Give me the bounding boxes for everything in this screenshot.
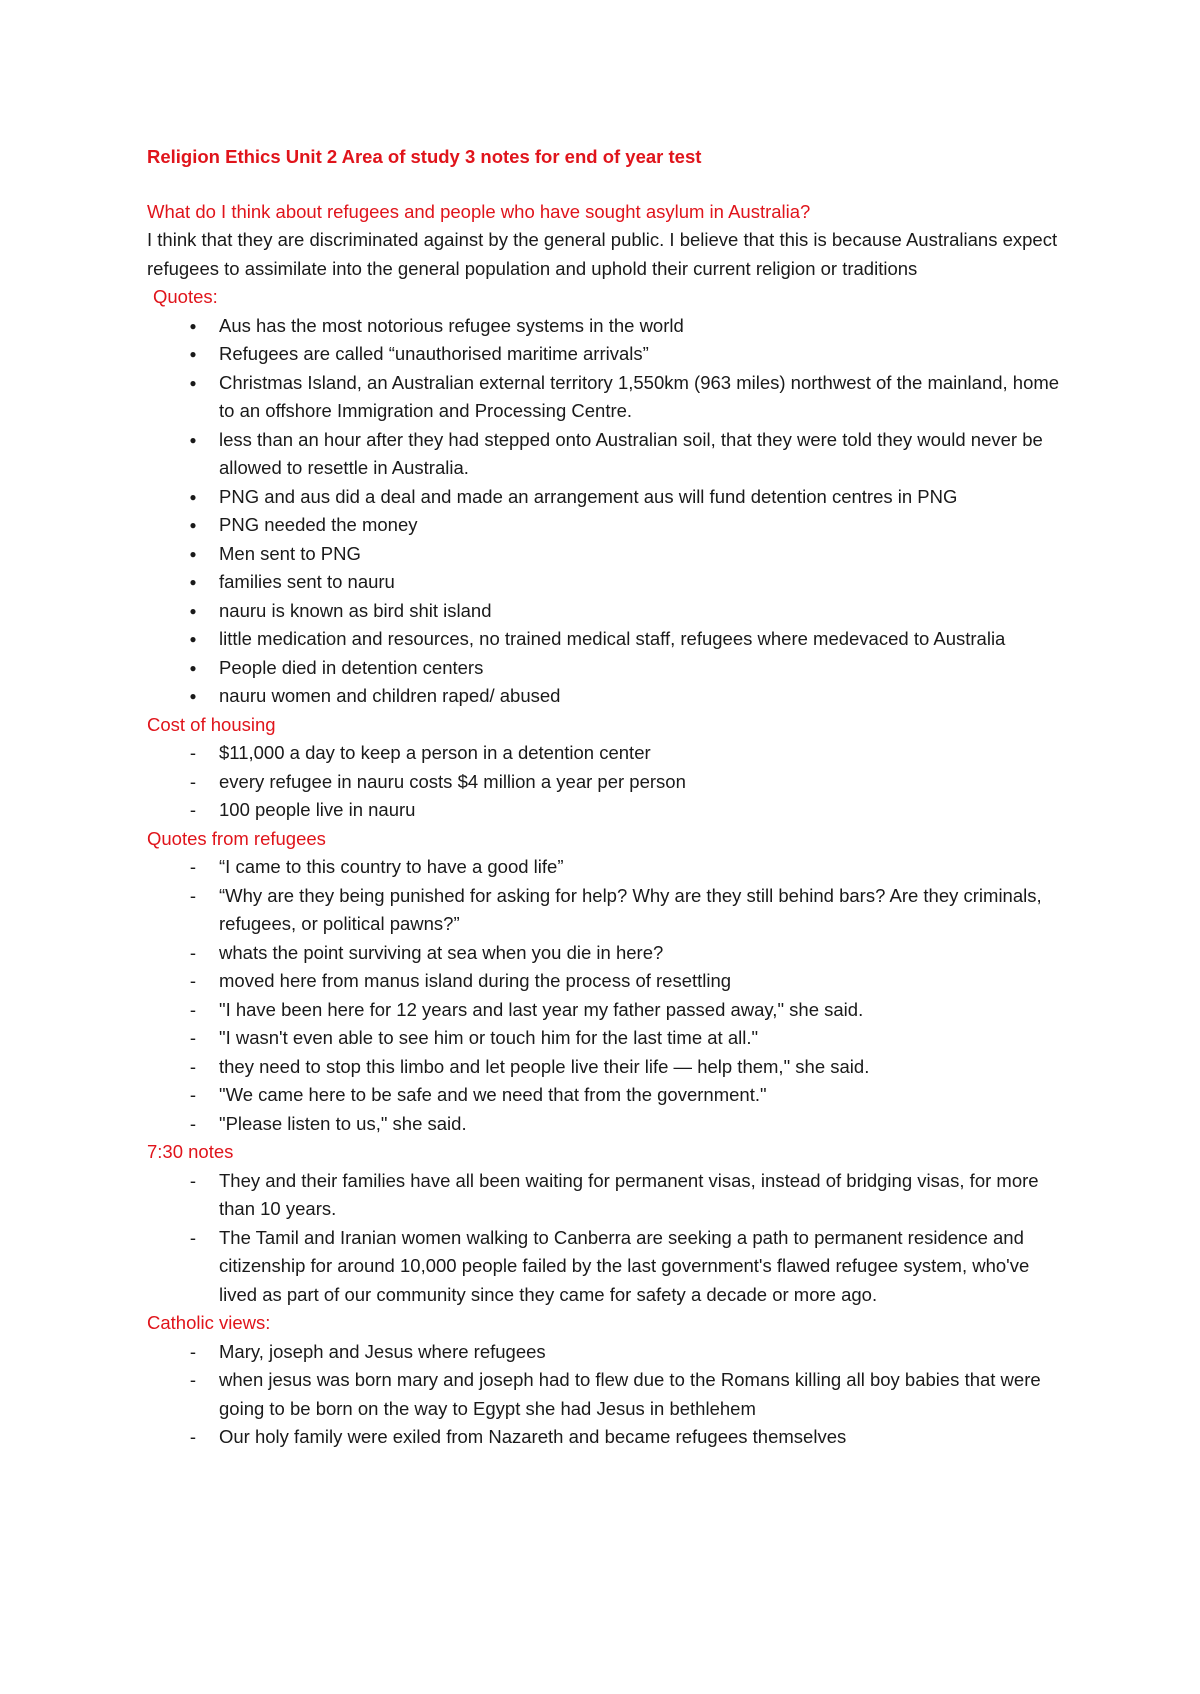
list-item-text: "I have been here for 12 years and last year my father passed away," she said. xyxy=(219,998,864,1020)
dash-marker: - xyxy=(189,1027,197,1048)
list-item xyxy=(147,426,1067,483)
list-item xyxy=(147,739,1067,768)
bullet-icon: ● xyxy=(189,632,197,646)
refugee-quotes-list xyxy=(147,853,1067,1138)
list-item xyxy=(147,996,1067,1025)
list-item-text: Refugees are called “unauthorised maritime arrivals” xyxy=(219,343,649,364)
list-item xyxy=(147,939,1067,968)
cost-heading: Cost of housing xyxy=(147,713,276,735)
list-item-text: The Tamil and Iranian women walking to Canberra are seeking a path to permanent residence and citizenship for around 10,000 people failed by the last government's flawed refugee system, who've lived as part of our community since they came for safety a decade or more ago. xyxy=(219,1226,1030,1305)
list-item-text: "We came here to be safe and we need that from the government." xyxy=(219,1084,767,1105)
list-item-text: Our holy family were exiled from Nazareth and became refugees themselves xyxy=(219,1426,847,1447)
catholic-heading: Catholic views: xyxy=(147,1312,271,1333)
list-item xyxy=(147,483,1067,512)
list-item xyxy=(147,853,1067,882)
list-item-text: $11,000 a day to keep a person in a detention center xyxy=(219,742,651,763)
list-item xyxy=(147,1423,1067,1452)
list-item xyxy=(147,682,1067,711)
dash-marker: - xyxy=(189,1084,197,1105)
list-item-text: PNG needed the money xyxy=(219,514,418,535)
dash-marker: - xyxy=(189,856,197,877)
list-item-text: Mary, joseph and Jesus where refugees xyxy=(219,1340,546,1362)
dash-marker: - xyxy=(189,998,197,1020)
list-item xyxy=(147,1224,1067,1310)
list-item xyxy=(147,1081,1067,1110)
dash-marker: - xyxy=(189,799,197,820)
list-item-text: They and their families have all been waiting for permanent visas, instead of bridging visas, for more than 10 years. xyxy=(219,1169,1039,1219)
list-item-text: "I wasn't even able to see him or touch him for the last time at all." xyxy=(219,1027,759,1048)
dash-marker: - xyxy=(189,770,197,792)
bullet-icon: ● xyxy=(189,603,197,618)
bullet-icon: ● xyxy=(189,432,197,447)
notes-730-list xyxy=(147,1167,1067,1310)
bullet-icon: ● xyxy=(189,575,197,589)
list-item xyxy=(147,1167,1067,1224)
bullet-icon: ● xyxy=(189,518,197,532)
dash-marker: - xyxy=(189,970,197,991)
list-item-text: Men sent to PNG xyxy=(219,542,361,564)
list-item xyxy=(147,1024,1067,1053)
document-title: Religion Ethics Unit 2 Area of study 3 notes for end of year test xyxy=(147,146,702,167)
dash-marker: - xyxy=(189,1112,197,1134)
list-item-text: PNG and aus did a deal and made an arrangement aus will fund detention centres in PNG xyxy=(219,485,958,507)
catholic-list xyxy=(147,1338,1067,1452)
list-item xyxy=(147,597,1067,626)
list-item-text: Aus has the most notorious refugee systems in the world xyxy=(219,314,684,336)
list-item xyxy=(147,1366,1067,1423)
dash-marker: - xyxy=(189,941,197,963)
list-item xyxy=(147,511,1067,540)
list-item xyxy=(147,1053,1067,1082)
list-item-text: less than an hour after they had stepped onto Australian soil, that they were told they would never be allowed to resettle in Australia. xyxy=(219,428,1043,478)
list-item-text: when jesus was born mary and joseph had to flew due to the Romans killing all boy babies that were going to be born on the way to Egypt she had Jesus in bethlehem xyxy=(219,1369,1041,1419)
bullet-icon: ● xyxy=(189,489,197,504)
list-item-text: moved here from manus island during the process of resettling xyxy=(219,970,732,991)
list-item xyxy=(147,882,1067,939)
notes-730-heading: 7:30 notes xyxy=(147,1141,234,1162)
bullet-icon: ● xyxy=(189,375,197,390)
dash-marker: - xyxy=(189,1369,197,1390)
bullet-icon: ● xyxy=(189,347,197,361)
bullet-icon: ● xyxy=(189,660,197,675)
dash-marker: - xyxy=(189,884,197,906)
list-item xyxy=(147,1338,1067,1367)
bullet-icon: ● xyxy=(189,689,197,703)
quotes-heading: Quotes: xyxy=(153,286,218,307)
list-item-text: nauru is known as bird shit island xyxy=(219,599,492,621)
document-page xyxy=(147,143,1067,1452)
list-item-text: Christmas Island, an Australian external territory 1,550km (963 miles) northwest of the mainland, home to an offshore Immigration and Processing Centre. xyxy=(219,371,1060,421)
dash-marker: - xyxy=(189,1226,197,1248)
dash-marker: - xyxy=(189,1055,197,1077)
list-item-text: whats the point surviving at sea when you die in here? xyxy=(219,941,664,963)
refugee-quotes-heading: Quotes from refugees xyxy=(147,827,326,849)
dash-marker: - xyxy=(189,742,197,763)
bullet-icon: ● xyxy=(189,546,197,561)
list-item-text: every refugee in nauru costs $4 million a year per person xyxy=(219,770,686,792)
list-item xyxy=(147,654,1067,683)
list-item xyxy=(147,340,1067,369)
list-item xyxy=(147,967,1067,996)
list-item-text: People died in detention centers xyxy=(219,656,484,678)
list-item xyxy=(147,1110,1067,1139)
list-item-text: “I came to this country to have a good life” xyxy=(219,856,564,877)
list-item xyxy=(147,369,1067,426)
list-item xyxy=(147,796,1067,825)
list-item xyxy=(147,625,1067,654)
list-item xyxy=(147,768,1067,797)
list-item-text: families sent to nauru xyxy=(219,571,395,592)
list-item-text: “Why are they being punished for asking for help? Why are they still behind bars? Are they criminals, refugees, or political pawns?” xyxy=(219,884,1042,934)
list-item-text: nauru women and children raped/ abused xyxy=(219,685,561,706)
list-item-text: little medication and resources, no trained medical staff, refugees where medevaced to Australia xyxy=(219,628,1006,649)
list-item-text: they need to stop this limbo and let people live their life — help them," she said. xyxy=(219,1055,870,1077)
question-heading: What do I think about refugees and people who have sought asylum in Australia? xyxy=(147,200,811,222)
list-item-text: 100 people live in nauru xyxy=(219,799,416,820)
cost-list xyxy=(147,739,1067,825)
answer-paragraph: I think that they are discriminated against by the general public. I believe that this is because Australians expect refugees to assimilate into the general population and uphold their current religion or traditions xyxy=(147,229,1058,279)
dash-marker: - xyxy=(189,1340,197,1362)
quotes-list xyxy=(147,312,1067,711)
list-item xyxy=(147,312,1067,341)
list-item xyxy=(147,568,1067,597)
list-item-text: "Please listen to us," she said. xyxy=(219,1112,467,1134)
dash-marker: - xyxy=(189,1169,197,1191)
dash-marker: - xyxy=(189,1426,197,1447)
bullet-icon: ● xyxy=(189,318,197,333)
list-item xyxy=(147,540,1067,569)
